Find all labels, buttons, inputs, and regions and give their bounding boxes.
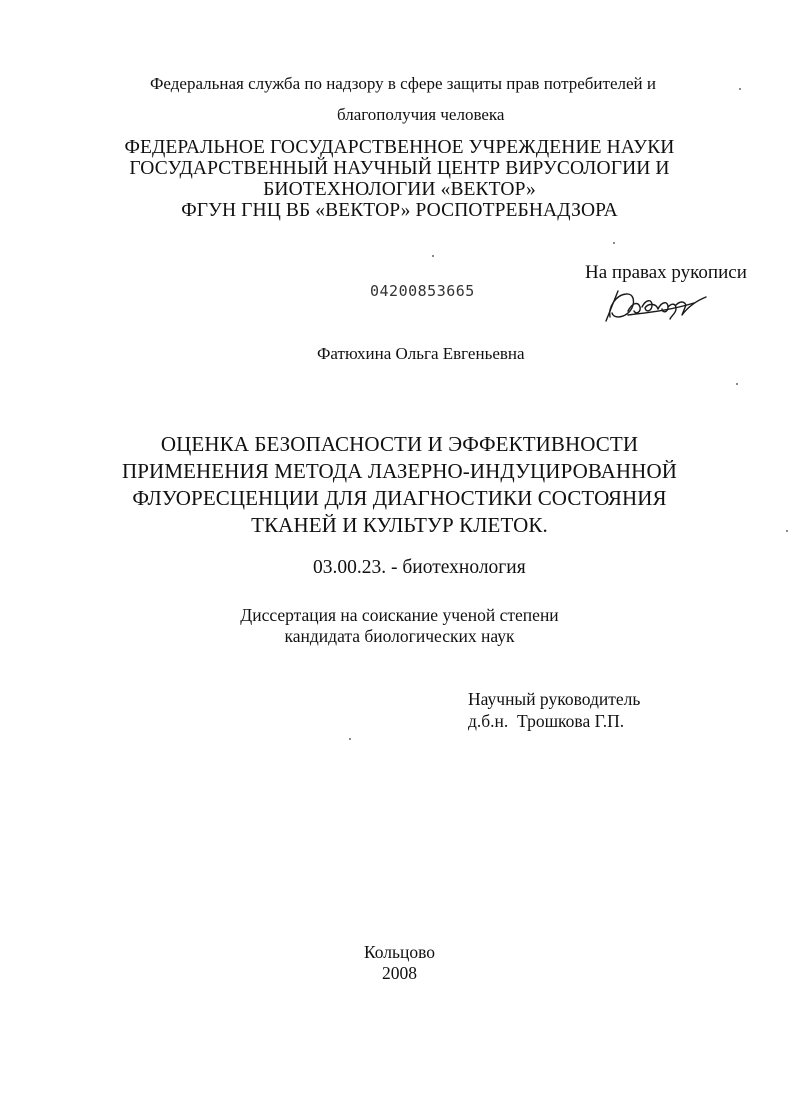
institution-line: ФГУН ГНЦ ВБ «ВЕКТОР» РОСПОТРЕБНАДЗОРА [181, 200, 618, 221]
agency-line-1: Федеральная служба по надзору в сфере защиты прав потребителей и [150, 74, 656, 93]
footer-block [0, 942, 799, 984]
scan-speck [739, 88, 741, 90]
agency-line-2: благополучия человека [337, 105, 505, 124]
institution-line: ФЕДЕРАЛЬНОЕ ГОСУДАРСТВЕННОЕ УЧРЕЖДЕНИЕ НАУКИ [124, 137, 675, 158]
title-line: ФЛУОРЕСЦЕНЦИИ ДЛЯ ДИАГНОСТИКИ СОСТОЯНИЯ [132, 486, 667, 510]
institution-line: БИОТЕХНОЛОГИИ «ВЕКТОР» [263, 179, 536, 200]
scan-speck [349, 738, 351, 740]
title-line: ОЦЕНКА БЕЗОПАСНОСТИ И ЭФФЕКТИВНОСТИ [160, 432, 639, 456]
title-line: ТКАНЕЙ И КУЛЬТУР КЛЕТОК. [251, 513, 548, 537]
degree-block [0, 605, 799, 647]
supervisor-block [468, 688, 640, 732]
supervisor-role: Научный руководитель [468, 689, 641, 709]
title-line: ПРИМЕНЕНИЯ МЕТОДА ЛАЗЕРНО-ИНДУЦИРОВАННОЙ [122, 459, 677, 483]
specialty-code: 03.00.23. - биотехнология [313, 557, 526, 578]
barcode-number: 04200853665 [370, 282, 475, 300]
institution-line: ГОСУДАРСТВЕННЫЙ НАУЧНЫЙ ЦЕНТР ВИРУСОЛОГИИ И [129, 158, 670, 179]
author-name: Фатюхина Ольга Евгеньевна [317, 344, 525, 363]
handwritten-signature [598, 285, 710, 327]
scan-speck [736, 383, 738, 385]
institution-block [0, 137, 799, 221]
scan-speck [613, 242, 615, 244]
degree-line: Диссертация на соискание ученой степени [240, 605, 559, 625]
supervisor-name: д.б.н. Трошкова Г.П. [468, 711, 625, 731]
city: Кольцово [363, 942, 436, 962]
year: 2008 [382, 963, 417, 983]
scan-speck [432, 255, 434, 257]
scan-speck [786, 530, 788, 532]
degree-line: кандидата биологических наук [284, 626, 515, 646]
dissertation-title [0, 431, 799, 539]
rights-notice: На правах рукописи [585, 262, 747, 283]
